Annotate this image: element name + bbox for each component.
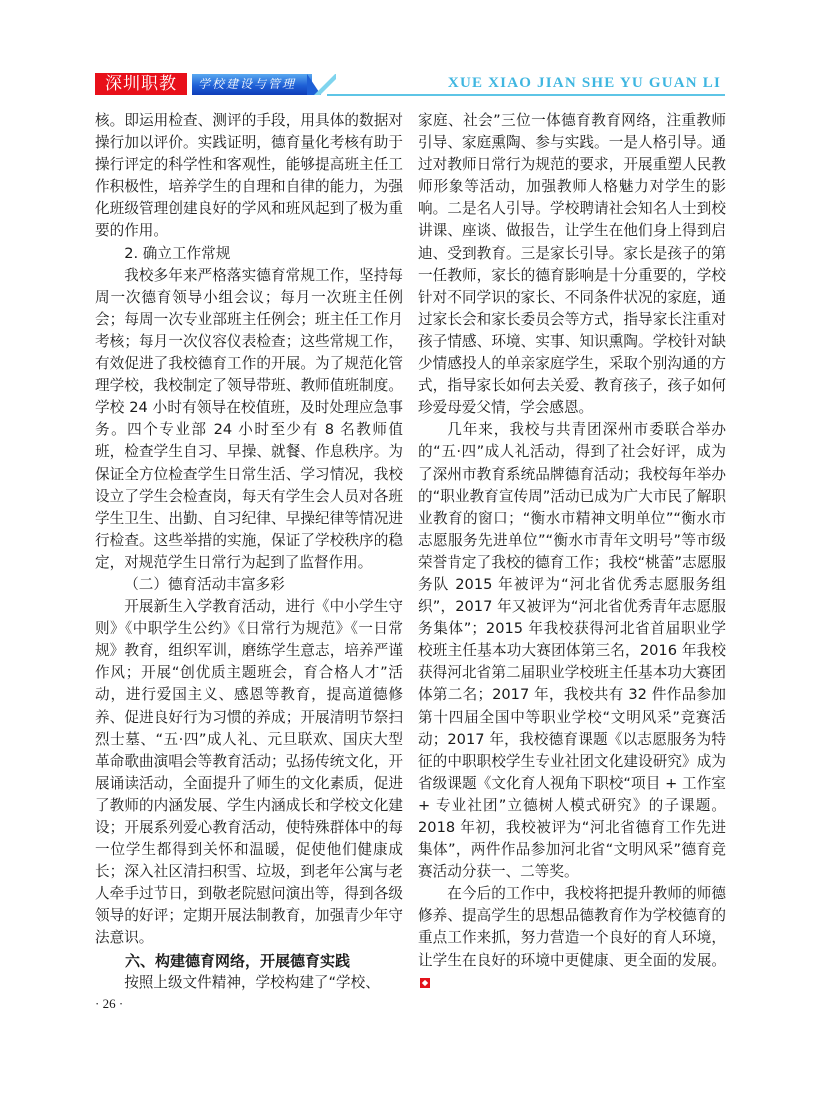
paragraph-final	[418, 883, 726, 993]
left-column	[95, 110, 403, 994]
paragraph: 几年来，我校与共青团深州市委联合举办的“五·四”成人礼活动，得到了社会好评，成为了深州市教育系统品牌德育活动；我校每年举办的“职业教育宣传周”活动已成为广大市民了解职业教育的窗口；“衡水市精神文明单位”“衡水市志愿服务先进单位”“衡水市青年文明号”等市级荣誉肯定了我校的德育工作；我校“桃蕾”志愿服务队 2015 年被评为“河北省优秀志愿服务组织”，2017 年又被评为“河北省优秀青年志愿服务集体”；2015 年我校获得河北省首届职业学校班主任基本功大赛团体第三名，2016 年我校获得河北省第二届职业学校班主任基本功大赛团体第二名；2017 年，我校共有 32 件作品参加第十四届全国中等职业学校“文明风采”竞赛活动；2017 年，我校德育课题《以志愿服务为特征的中职职校学生专业社团文化建设研究》成为省级课题《文化育人视角下职校“项目 + 工作室 + 专业社团”立德树人模式研究》的子课题。2018 年初，我校被评为“河北省德育工作先进集体”，两件作品参加河北省“文明风采”德育竞赛活动分获一、二等奖。	[418, 421, 726, 881]
right-column	[418, 110, 726, 994]
header-decoration-stripe	[314, 74, 336, 95]
header-rule	[327, 94, 725, 96]
paragraph: 开展新生入学教育活动，进行《中小学生守则》《中职学生公约》《日常行为规范》《一日常规》教育，组织军训，磨练学生意志，培养严谨作风；开展“创优质主题班会，育合格人才”活动，进行爱国主义、感恩等教育，提高道德修养、促进良好行为习惯的养成；开展清明节祭扫烈士墓、“五·四”成人礼、元旦联欢、国庆大型革命歌曲演唱会等教育活动；弘扬传统文化，开展诵读活动，全面提升了师生的文化素质，促进了教师的内涵发展、学生内涵成长和学校文化建设；开展系列爱心教育活动，使特殊群体中的每一位学生都得到关怀和温暖，促使他们健康成长；深入社区清扫积雪、垃圾，到老年公寓与老人牵手过节日，到敬老院慰问演出等，得到各级领导的好评；定期开展法制教育，加强青少年守法意识。	[95, 598, 403, 947]
paragraph: 家庭、社会”三位一体德育教育网络，注重教师引导、家庭熏陶、参与实践。一是人格引导。通过对教师日常行为规范的要求，开展重塑人民教师形象等活动，加强教师人格魅力对学生的影响。二是名人引导。学校聘请社会知名人士到校讲课、座谈、做报告，让学生在他们身上得到启迪、受到教育。三是家长引导。家长是孩子的第一任教师，家长的德育影响是十分重要的，学校针对不同学识的家长、不同条件状况的家庭，通过家长会和家长委员会等方式，指导家长注重对孩子情感、环境、实事、知识熏陶。学校针对缺少情感投人的单亲家庭学生，采取个别沟通的方式，指导家长如何去关爱、教育孩子，孩子如何珍爱母爱父情，学会感恩。	[418, 112, 726, 417]
paragraph: 核。即运用检查、测评的手段，用具体的数据对操行加以评价。实践证明，德育量化考核有助于操行评定的科学性和客观性，能够提高班主任工作积极性，培养学生的自理和自律的能力，为强化班级管理创建良好的学风和班风起到了极为重要的作用。	[95, 112, 403, 240]
paragraph: 我校多年来严格落实德育常规工作，坚持每周一次德育领导小组会议；每月一次班主任例会；每周一次专业部班主任例会；班主任工作月考核；每月一次仪容仪表检查；这些常规工作，有效促进了我校德育工作的开展。为了规范化管理学校，我校制定了领导带班、教师值班制度。学校 24 小时有领导在校值班，及时处理应急事务。四个专业部 24 小时至少有 8 名教师值班，检查学生自习、早操、就餐、作息秩序。为保证全方位检查学生日常生活、学习情况，我校设立了学生会检查岗，每天有学生会人员对各班学生卫生、出勤、自习纪律、早操纪律等情况进行检查。这些举措的实施，保证了学校秩序的稳定，对规范学生日常行为起到了监督作用。	[95, 266, 403, 571]
paragraph: 按照上级文件精神，学校构建了“学校、	[124, 973, 380, 991]
journal-logo: 深圳职教	[95, 73, 187, 95]
subheading: 2. 确立工作常规	[124, 244, 231, 262]
paragraph-text: 在今后的工作中，我校将把提升教师的师德修养、提高学生的思想品德教育作为学校德育的重点工作来抓，努力营造一个良好的育人环境，让学生在良好的环境中更健康、更全面的发展。	[418, 885, 726, 969]
section-heading: 六、构建德育网络，开展德育实践	[125, 951, 351, 970]
subheading: （二）德育活动丰富多彩	[124, 575, 285, 593]
column-title: 学校建设与管理	[192, 74, 312, 95]
page-header	[95, 73, 725, 97]
page-number: · 26 ·	[95, 996, 124, 1011]
column-pinyin: XUE XIAO JIAN SHE YU GUAN LI	[447, 75, 721, 91]
end-mark-icon	[420, 978, 430, 988]
